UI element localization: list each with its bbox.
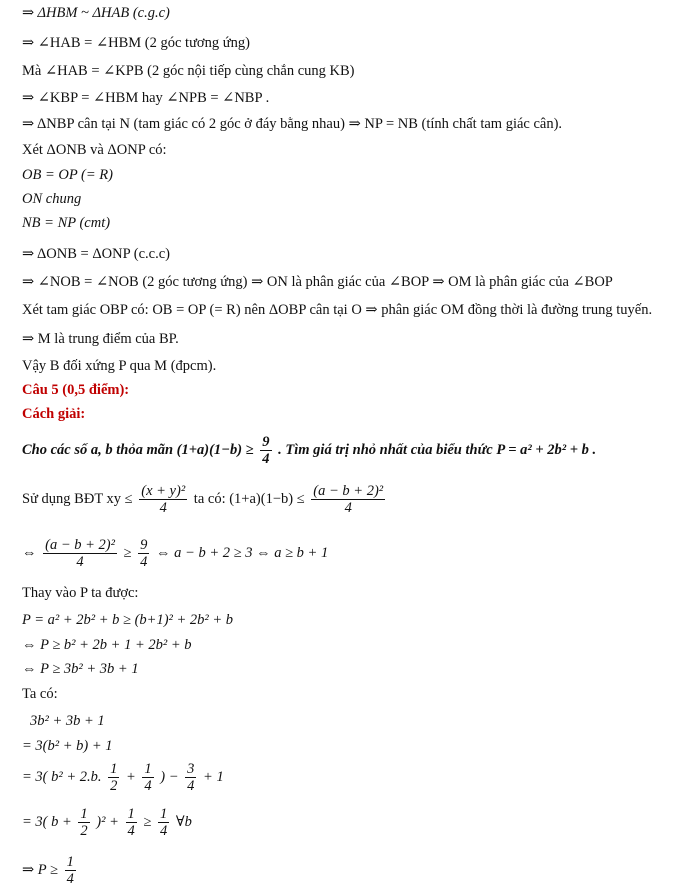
line-final-result: [22, 852, 79, 888]
fraction-numerator: 9: [140, 537, 148, 554]
fraction-numerator: 1: [110, 761, 118, 778]
question-5-heading: Câu 5 (0,5 điểm):: [22, 382, 130, 398]
am-gm-text: Sử dụng BĐT xy ≤: [22, 491, 133, 507]
cs-part-c: ) −: [160, 769, 179, 785]
fraction-denominator: 4: [76, 554, 84, 571]
fraction-denominator: 4: [140, 554, 148, 571]
cs-part-d: + 1: [203, 769, 224, 785]
fraction-numerator: 1: [66, 854, 74, 871]
problem-text-end: . Tìm giá trị nhỏ nhất của biểu thức P = a² + 2b² + b .: [278, 442, 597, 458]
fraction-numerator: 9: [262, 434, 270, 451]
fraction-one-two-b: [78, 806, 89, 839]
fraction-numerator: 1: [159, 806, 168, 823]
line-conclusion: Vậy B đối xứng P qua M (đpcm).: [22, 358, 217, 374]
fraction-amb2: [311, 483, 385, 516]
line-inscribed-angles: Mà ∠HAB = ∠KPB (2 góc nội tiếp cùng chắn cung KB): [22, 63, 355, 79]
equiv-symbol: ⇔: [22, 545, 37, 561]
line-square-form: [22, 804, 192, 840]
line-p-expansion: P = a² + 2b² + b ≥ (b+1)² + 2b² + b: [22, 612, 234, 628]
line-expr-factor: = 3(b² + b) + 1: [22, 738, 113, 754]
fraction-one-four-final: [65, 854, 76, 887]
line-corresponding-angles: ⇒ ∠HAB = ∠HBM (2 góc tương ứng): [22, 35, 250, 51]
line-midpoint: ⇒ M là trung điểm của BP.: [22, 331, 179, 347]
final-text: ⇒ P ≥: [22, 862, 58, 878]
fraction-one-four-b: [126, 806, 137, 839]
cs-part-a: = 3( b² + 2.b.: [22, 769, 102, 785]
am-gm-text-2: ta có: (1+a)(1−b) ≤: [193, 491, 305, 507]
fraction-denominator: 4: [144, 778, 152, 795]
fraction-three-four: [185, 761, 196, 794]
fraction-denominator: 4: [344, 500, 352, 517]
fraction-denominator: 2: [80, 823, 88, 840]
sq-part-c: ≥: [143, 814, 152, 830]
line-congruent-ccc: ⇒ ΔONB = ΔONP (c.c.c): [22, 246, 170, 262]
line-am-gm: [22, 481, 388, 517]
fraction-denominator: 4: [159, 500, 167, 517]
fraction-numerator: (a − b + 2)²: [313, 483, 384, 500]
fraction-numerator: (a − b + 2)²: [45, 537, 115, 554]
line-ob-op: OB = OP (= R): [22, 167, 113, 183]
line-nb-np: NB = NP (cmt): [22, 215, 111, 231]
line-isosceles-nbp: ⇒ ΔNBP cân tại N (tam giác có 2 góc ở đáy bằng nhau) ⇒ NP = NB (tính chất tam giác cân).: [22, 116, 563, 132]
sq-part-b: )² +: [96, 814, 119, 830]
fraction-one-four-c: [158, 806, 169, 839]
sq-part-a: = 3( b +: [22, 814, 72, 830]
fraction-numerator: (x + y)²: [141, 483, 186, 500]
fraction-one-four: [142, 761, 153, 794]
line-we-have: Ta có:: [22, 686, 58, 702]
fraction-numerator: 1: [127, 806, 135, 823]
line-p-step2: ⇔ P ≥ b² + 2b + 1 + 2b² + b: [22, 637, 192, 653]
sq-part-d: ∀b: [175, 814, 192, 830]
fraction-denominator: 4: [262, 451, 270, 468]
line-expr: 3b² + 3b + 1: [30, 713, 105, 729]
line-inequality-chain: [22, 535, 328, 571]
line-isosceles-obp: Xét tam giác OBP có: OB = OP (= R) nên ΔOBP cân tại O ⇒ phân giác OM đồng thời là đường trung tuyến.: [22, 302, 653, 318]
fraction-numerator: 1: [144, 761, 152, 778]
line-on-common: ON chung: [22, 191, 82, 207]
line-complete-square: [22, 759, 224, 795]
line-p-step3: ⇔ P ≥ 3b² + 3b + 1: [22, 661, 139, 677]
line-similar-triangles: ⇒ ΔHBM ~ ΔHAB (c.g.c): [22, 5, 170, 21]
problem-text-start: Cho các số a, b thỏa mãn (1+a)(1−b) ≥: [22, 442, 254, 458]
line-consider-triangles: Xét ΔONB và ΔONP có:: [22, 142, 167, 158]
fraction-denominator: 4: [159, 823, 168, 840]
inequality-result: ⇔ a − b + 2 ≥ 3 ⇔ a ≥ b + 1: [156, 545, 329, 561]
solution-heading: Cách giải:: [22, 406, 86, 422]
fraction-denominator: 4: [66, 871, 74, 888]
fraction-numerator: 1: [80, 806, 88, 823]
fraction-numerator: 3: [187, 761, 195, 778]
line-substitute: Thay vào P ta được:: [22, 585, 139, 601]
fraction-denominator: 2: [110, 778, 118, 795]
line-angle-equality: ⇒ ∠KBP = ∠HBM hay ∠NPB = ∠NBP .: [22, 90, 270, 106]
geq-symbol: ≥: [123, 545, 132, 561]
cs-part-b: +: [126, 769, 136, 785]
line-bisector: ⇒ ∠NOB = ∠NOB (2 góc tương ứng) ⇒ ON là phân giác của ∠BOP ⇒ OM là phân giác của ∠BOP: [22, 274, 613, 290]
fraction-one-two: [108, 761, 119, 794]
fraction-denominator: 4: [187, 778, 195, 795]
fraction-xy: [139, 483, 187, 516]
problem-statement: [22, 433, 596, 467]
fraction-denominator: 4: [127, 823, 135, 840]
fraction-nine-four: [260, 434, 271, 467]
fraction-nine-four-b: [138, 537, 149, 570]
fraction-amb2-b: [43, 537, 117, 570]
